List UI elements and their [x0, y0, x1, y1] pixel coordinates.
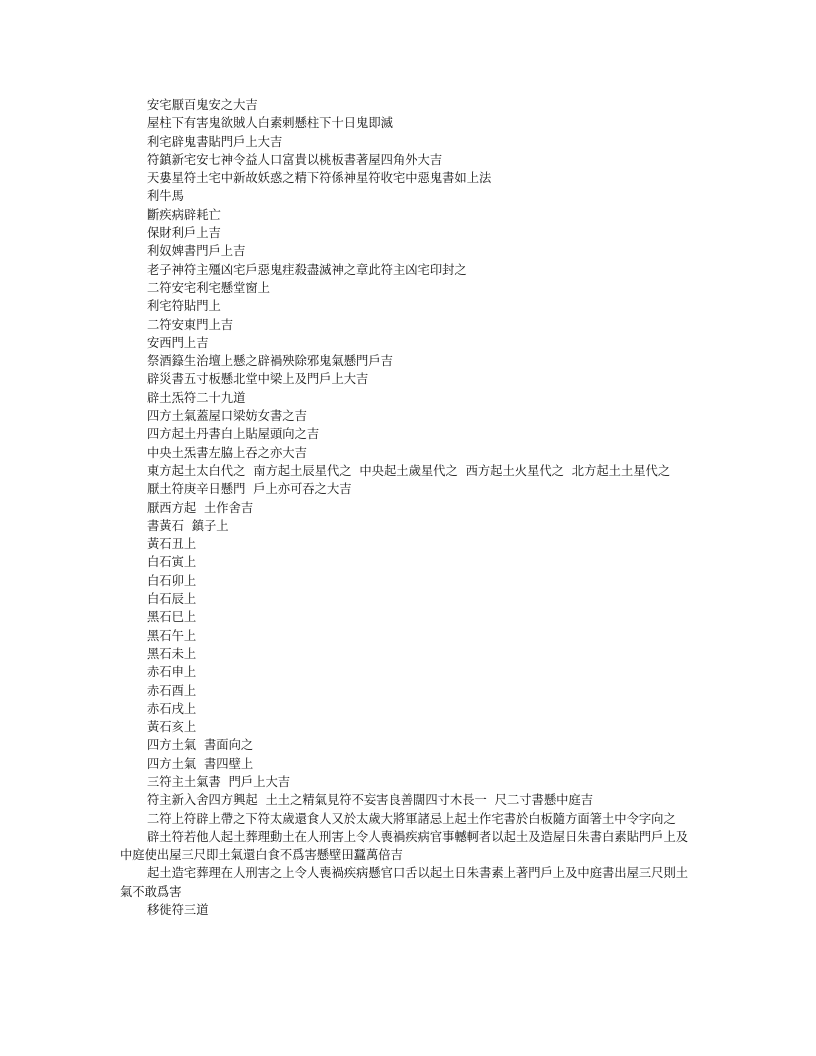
text-line: 赤石戌上 — [147, 701, 197, 716]
text-line: 安西門上吉 — [147, 335, 209, 350]
text-line: 東方起土太白代之 南方起土辰星代之 中央起土歲星代之 西方起土火星代之 北方起土土星代之 — [147, 463, 671, 478]
text-line: 四方土氣 書四壁上 — [147, 756, 254, 771]
text-line: 安宅厭百鬼安之大吉 — [147, 98, 258, 112]
text-line: 辟災書五寸板懸北堂中梁上及門戶上大吉 — [147, 372, 369, 387]
section-heading: 辟土炁符二十九道 — [147, 390, 246, 405]
section-heading: 移徙符三道 — [147, 903, 209, 918]
text-line: 天婁星符土宅中新故妖惑之精下符係神星符收宅中惡鬼書如上法 — [147, 171, 492, 186]
text-line: 老子神符主殭凶宅戶惡鬼疰殺盡滅神之章此符主凶宅印封之 — [147, 262, 467, 277]
text-line: 厭西方起 土作舍吉 — [147, 500, 254, 515]
text-line: 利奴婢書門戶上吉 — [147, 244, 246, 259]
text-line: 赤石酉上 — [147, 683, 197, 698]
text-line: 斷疾病辟耗亡 — [147, 207, 221, 222]
text-line: 保財利戶上吉 — [147, 226, 221, 241]
text-line: 利宅符貼門上 — [147, 299, 221, 314]
text-line: 黑石未上 — [147, 646, 197, 661]
text-line: 書黃石 鎮子上 — [147, 518, 229, 533]
text-line: 二符上符辟上帶之下符太歲還食人又於太歲大將軍諸忌上起土作宅書於白板隨方面箸土中令字向之 — [147, 811, 676, 826]
text-line: 黃石亥上 — [147, 720, 197, 735]
text-line: 三符主土氣書 門戶上大吉 — [147, 774, 291, 789]
text-line: 符鎮新宅安七神令益人口富貴以桃板書著屋四角外大吉 — [147, 152, 443, 167]
text-line: 黑石午上 — [147, 628, 197, 643]
text-line: 白石卯上 — [147, 573, 197, 588]
text-line: 利牛馬 — [147, 189, 184, 204]
text-line: 起土造宅葬理在人刑害之上令人喪禍疾病懸官口舌以起土日朱書素上著門戶上及中庭書出屋三尺則土氣不敢爲害 — [120, 866, 689, 899]
text-line: 四方起土丹書白上貼屋頭向之吉 — [147, 427, 320, 442]
text-line: 黑石巳上 — [147, 610, 197, 625]
text-line: 白石寅上 — [147, 555, 197, 570]
text-line: 二符安宅利宅懸堂窗上 — [147, 280, 270, 295]
text-line: 符主新入舍四方興起 土土之精氣見符不妄害良善闊四寸木長一 尺二寸書懸中庭吉 — [147, 793, 594, 808]
text-line: 二符安東門上吉 — [147, 317, 234, 332]
text-line: 四方土氣蓋屋口梁妨女書之吉 — [147, 409, 307, 424]
text-line: 白石辰上 — [147, 592, 197, 607]
text-line: 赤石申上 — [147, 665, 197, 680]
text-line: 利宅辟鬼書貼門戶上大吉 — [147, 134, 283, 149]
text-line: 祭酒籙生治壇上懸之辟禍殃除邪鬼氣懸門戶吉 — [147, 354, 393, 369]
text-line: 黃石丑上 — [147, 537, 197, 552]
text-line: 厭土符庚辛日懸門 戶上亦可吞之大吉 — [147, 482, 352, 497]
text-line: 四方土氣 書面向之 — [147, 738, 254, 753]
text-column — [120, 96, 700, 919]
text-line: 辟土符若他人起土葬理動土在人刑害上令人喪禍疾病官事轗軻者以起土及造屋日朱書白素貼門戶上及中庭使出屋三尺即土氣還白食不爲害懸壁田蠶萬倍吉 — [120, 829, 689, 863]
text-line: 中央土炁書左脇上吞之亦大吉 — [147, 445, 307, 460]
text-line: 屋柱下有害鬼欲賊人白素剌懸柱下十日鬼即滅 — [147, 116, 393, 131]
